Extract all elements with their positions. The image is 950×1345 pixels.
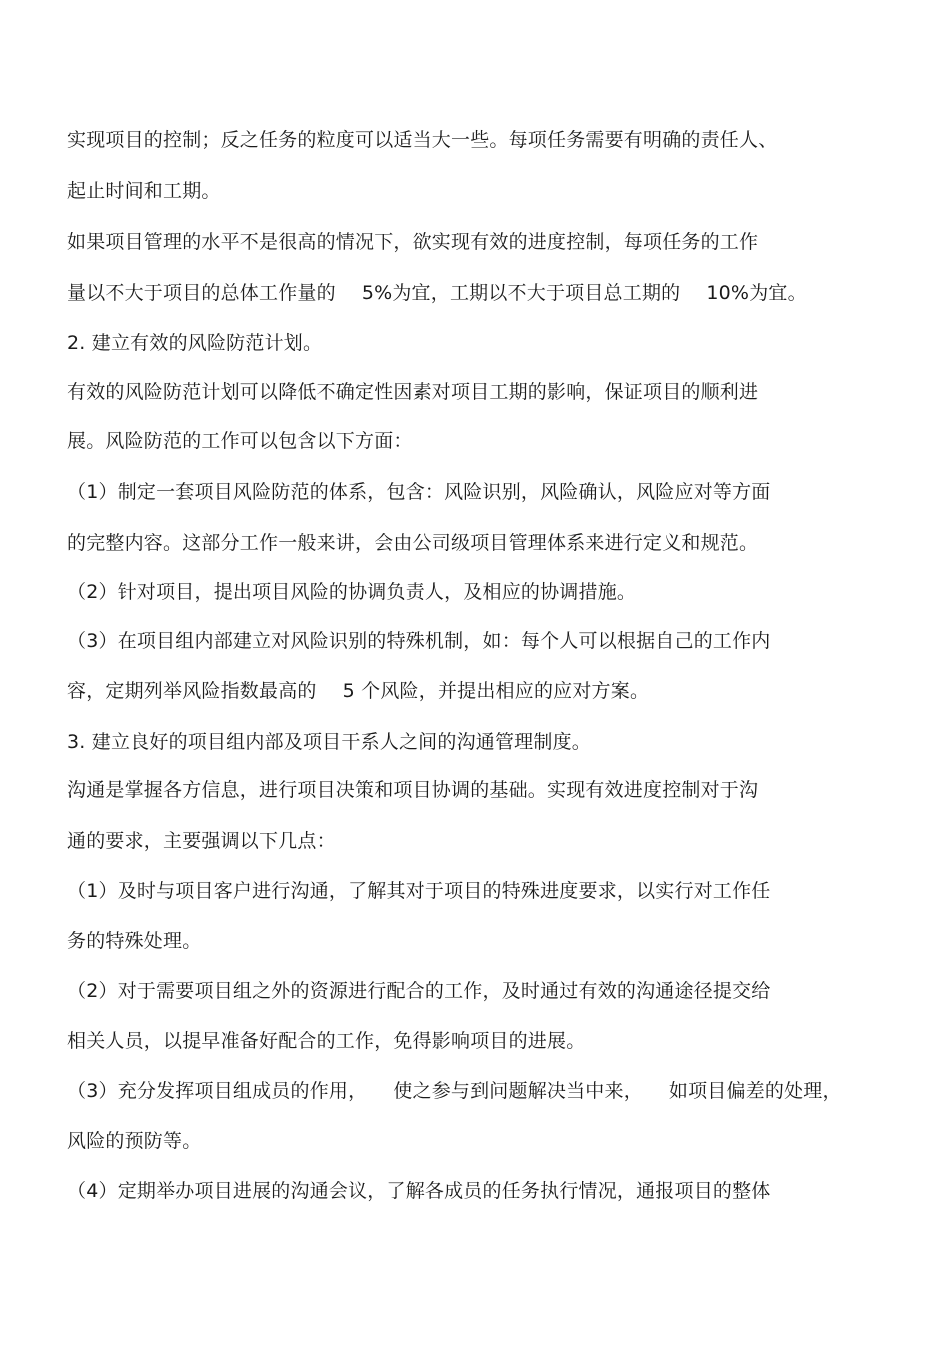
text-segment: 量以不大于项目的总体工作量的 xyxy=(67,282,336,304)
text-segment: 10%为宜。 xyxy=(706,282,807,304)
text-line-1: 实现项目的控制；反之任务的粒度可以适当大一些。每项任务需要有明确的责任人、 xyxy=(67,129,778,151)
text-segment: （3）充分发挥项目组成员的作用， xyxy=(67,1080,368,1102)
text-line-6: 有效的风险防范计划可以降低不确定性因素对项目工期的影响，保证项目的顺利进 xyxy=(67,381,759,403)
section-heading-2: 2. 建立有效的风险防范计划。 xyxy=(67,332,323,354)
text-line-17: 务的特殊处理。 xyxy=(67,930,202,952)
text-line-19: 相关人员，以提早准备好配合的工作，免得影响项目的进展。 xyxy=(67,1030,586,1052)
list-item-line: （1）及时与项目客户进行沟通，了解其对于项目的特殊进度要求，以实行对工作任 xyxy=(67,880,771,902)
list-item-line: （2）针对项目，提出项目风险的协调负责人，及相应的协调措施。 xyxy=(67,581,637,603)
text-segment: 5%为宜，工期以不大于项目总工期的 xyxy=(361,282,681,304)
list-item-line: （3）在项目组内部建立对风险识别的特殊机制，如：每个人可以根据自己的工作内 xyxy=(67,630,771,652)
text-segment: 5 个风险，并提出相应的应对方案。 xyxy=(342,680,650,702)
list-item-line xyxy=(67,1079,842,1103)
text-line-4 xyxy=(67,281,807,305)
text-line-2: 起止时间和工期。 xyxy=(67,180,221,202)
text-segment: 使之参与到问题解决当中来， xyxy=(393,1080,643,1102)
text-segment: 如项目偏差的处理， xyxy=(668,1080,842,1102)
text-line-21: 风险的预防等。 xyxy=(67,1130,202,1152)
text-line-3: 如果项目管理的水平不是很高的情况下，欲实现有效的进度控制，每项任务的工作 xyxy=(67,231,759,253)
section-heading-3: 3. 建立良好的项目组内部及项目干系人之间的沟通管理制度。 xyxy=(67,731,591,753)
list-item-line: （4）定期举办项目进展的沟通会议，了解各成员的任务执行情况，通报项目的整体 xyxy=(67,1180,771,1202)
text-line-9: 的完整内容。这部分工作一般来讲，会由公司级项目管理体系来进行定义和规范。 xyxy=(67,532,759,554)
text-line-7: 展。风险防范的工作可以包含以下方面： xyxy=(67,430,413,452)
text-segment: 容，定期列举风险指数最高的 xyxy=(67,680,317,702)
text-line-14: 沟通是掌握各方信息，进行项目决策和项目协调的基础。实现有效进度控制对于沟 xyxy=(67,779,759,801)
list-item-line: （1）制定一套项目风险防范的体系，包含：风险识别，风险确认，风险应对等方面 xyxy=(67,481,771,503)
text-line-15: 通的要求，主要强调以下几点： xyxy=(67,830,336,852)
text-line-12 xyxy=(67,679,649,703)
list-item-line: （2）对于需要项目组之外的资源进行配合的工作，及时通过有效的沟通途径提交给 xyxy=(67,980,771,1002)
